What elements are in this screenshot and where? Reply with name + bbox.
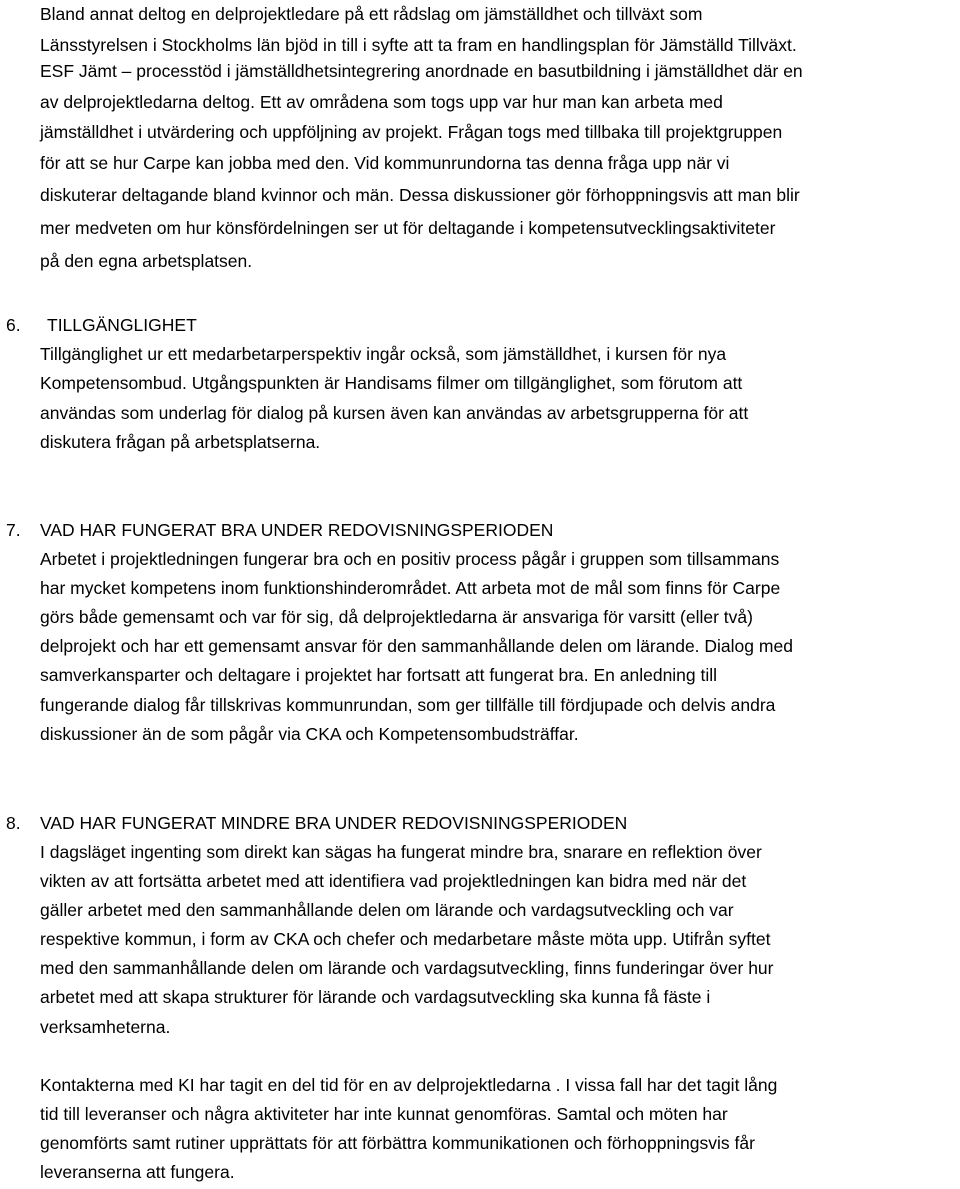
section-number: 6.: [6, 315, 21, 335]
text-line: fungerande dialog får tillskrivas kommunrundan, som ger tillfälle till fördjupade och delvis andra: [40, 695, 776, 715]
text-line: gäller arbetet med den sammanhållande delen om lärande och vardagsutveckling och var: [40, 900, 734, 920]
text-line: respektive kommun, i form av CKA och chefer och medarbetare måste möta upp. Utifrån syftet: [40, 929, 771, 949]
text-line: verksamheterna.: [40, 1017, 171, 1037]
section-number: 8.: [6, 813, 21, 833]
text-line: Kompetensombud. Utgångspunkten är Handisams filmer om tillgänglighet, som förutom att: [40, 373, 743, 393]
section-heading: VAD HAR FUNGERAT BRA UNDER REDOVISNINGSPERIODEN: [40, 520, 554, 540]
text-line: delprojekt och har ett gemensamt ansvar för den sammanhållande delen om lärande. Dialog med: [40, 636, 793, 656]
text-line: vikten av att fortsätta arbetet med att identifiera vad projektledningen kan bidra med när det: [40, 871, 747, 891]
text-line: mer medveten om hur könsfördelningen ser ut för deltagande i kompetensutvecklingsaktiviteter: [40, 218, 776, 238]
text-line: Länsstyrelsen i Stockholms län bjöd in till i syfte att ta fram en handlingsplan för Jämställd Tillväxt.: [40, 35, 797, 55]
text-line: har mycket kompetens inom funktionshinderområdet. Att arbeta mot de mål som finns för Carpe: [40, 578, 781, 598]
text-line: I dagsläget ingenting som direkt kan sägas ha fungerat mindre bra, snarare en reflektion över: [40, 842, 762, 862]
text-line: Tillgänglighet ur ett medarbetarperspektiv ingår också, som jämställdhet, i kursen för nya: [40, 344, 727, 364]
text-line: för att se hur Carpe kan jobba med den. Vid kommunrundorna tas denna fråga upp när vi: [40, 153, 730, 173]
text-line: med den sammanhållande delen om lärande och vardagsutveckling, finns funderingar över hur: [40, 958, 774, 978]
section-heading: VAD HAR FUNGERAT MINDRE BRA UNDER REDOVISNINGSPERIODEN: [40, 813, 628, 833]
text-line: Kontakterna med KI har tagit en del tid för en av delprojektledarna . I vissa fall har det tagit lång: [40, 1075, 778, 1095]
text-line: leveranserna att fungera.: [40, 1162, 235, 1182]
text-line: jämställdhet i utvärdering och uppföljning av projekt. Frågan togs med tillbaka till projektgruppen: [40, 122, 783, 142]
text-line: Bland annat deltog en delprojektledare på ett rådslag om jämställdhet och tillväxt som: [40, 4, 703, 24]
text-line: av delprojektledarna deltog. Ett av områdena som togs upp var hur man kan arbeta med: [40, 92, 723, 112]
text-line: Arbetet i projektledningen fungerar bra och en positiv process pågår i gruppen som tillsammans: [40, 549, 780, 569]
text-line: diskutera frågan på arbetsplatserna.: [40, 432, 321, 452]
text-line: diskussioner än de som pågår via CKA och Kompetensombudsträffar.: [40, 724, 579, 744]
text-line: samverkansparter och deltagare i projektet har fortsatt att fungerat bra. En anledning till: [40, 665, 718, 685]
text-line: genomförts samt rutiner upprättats för att förbättra kommunikationen och förhoppningsvis får: [40, 1133, 755, 1153]
text-line: användas som underlag för dialog på kursen även kan användas av arbetsgrupperna för att: [40, 403, 749, 423]
section-heading: TILLGÄNGLIGHET: [47, 315, 197, 335]
text-line: görs både gemensamt och var för sig, då delprojektledarna är ansvariga för varsitt (eller två): [40, 607, 753, 627]
text-line: ESF Jämt – processtöd i jämställdhetsintegrering anordnade en basutbildning i jämställdhet där en: [40, 61, 803, 81]
text-line: arbetet med att skapa strukturer för lärande och vardagsutveckling ska kunna få fäste i: [40, 987, 711, 1007]
text-line: tid till leveranser och några aktiviteter har inte kunnat genomföras. Samtal och möten har: [40, 1104, 728, 1124]
text-line: på den egna arbetsplatsen.: [40, 251, 253, 271]
text-line: diskuterar deltagande bland kvinnor och män. Dessa diskussioner gör förhoppningsvis att man blir: [40, 185, 800, 205]
section-number: 7.: [6, 520, 21, 540]
